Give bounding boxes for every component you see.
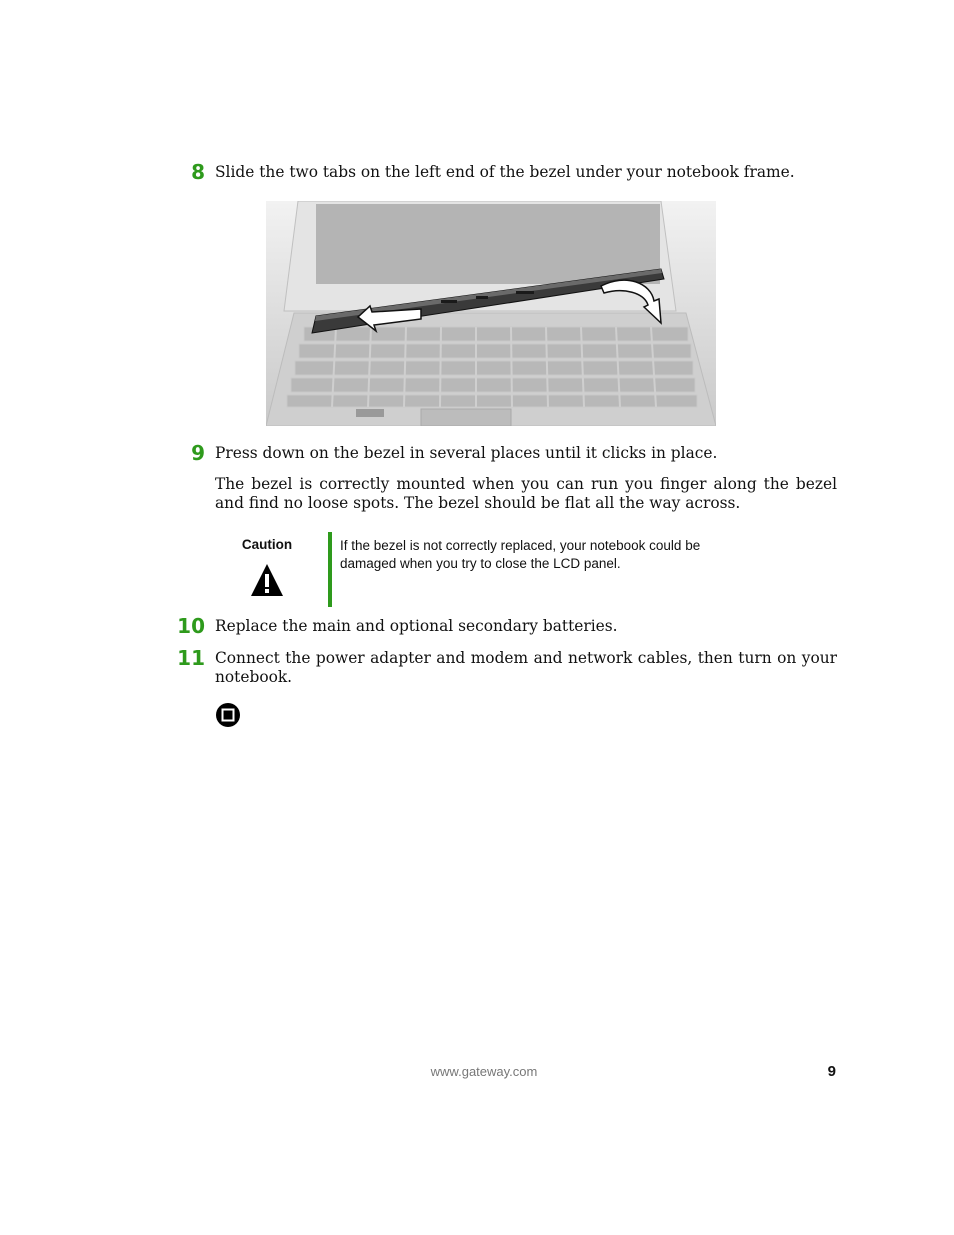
step-9-number: 9	[191, 441, 205, 465]
caution-text: If the bezel is not correctly replaced, your notebook could be damaged when you try to close the LCD panel.	[340, 538, 701, 571]
bezel-installation-figure	[266, 201, 716, 426]
step-10-number: 10	[177, 614, 205, 638]
footer-url: www.gateway.com	[430, 1064, 538, 1079]
step-11-text: Connect the power adapter and modem and network cables, then turn on your notebook.	[215, 649, 837, 686]
step-8-text: Slide the two tabs on the left end of the bezel under your notebook frame.	[215, 163, 795, 181]
step-9-text: Press down on the bezel in several places until it clicks in place.	[215, 444, 718, 462]
warning-triangle-icon	[249, 562, 285, 598]
caution-label: Caution	[241, 537, 293, 552]
step-8-number: 8	[191, 160, 205, 184]
caution-divider	[328, 532, 332, 607]
step-10-text: Replace the main and optional secondary batteries.	[215, 617, 618, 635]
stop-icon	[215, 702, 241, 728]
page-number: 9	[827, 1063, 836, 1080]
step-11-number: 11	[177, 646, 205, 670]
step-9-note: The bezel is correctly mounted when you can run you finger along the bezel and find no loose spots. The bezel should be flat all the way across.	[215, 475, 837, 512]
